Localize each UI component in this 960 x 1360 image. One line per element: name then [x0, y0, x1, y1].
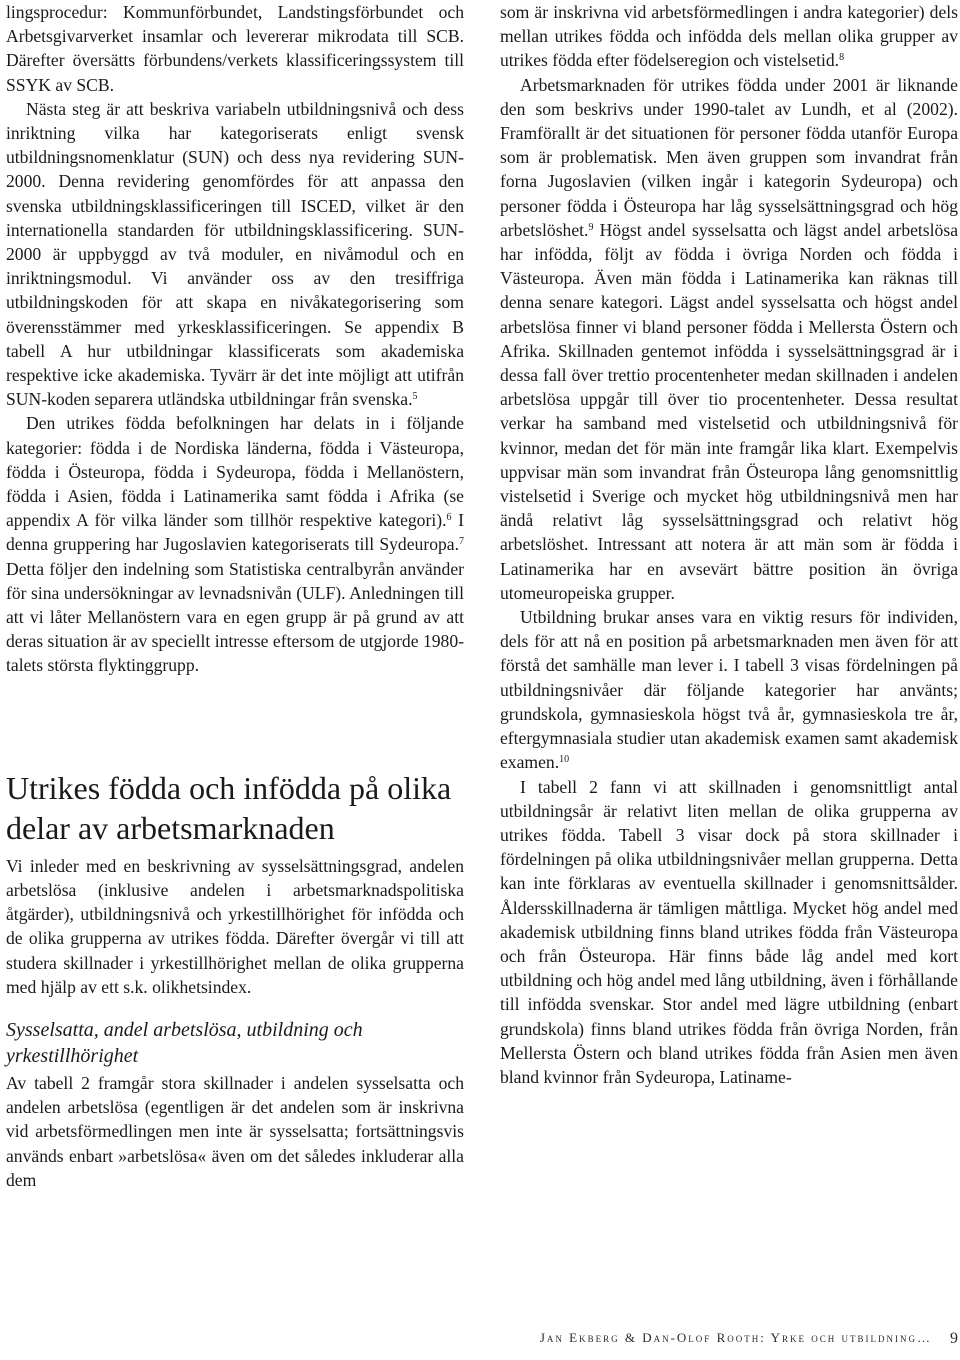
page-footer	[500, 1330, 958, 1348]
paragraph: Av tabell 2 framgår stora skillnader i andelen sysselsatta och andelen arbetslösa (egentligen är det andelen som är inskrivna vid arbetsförmedlingen men inte är sysselsatta; fortsättningsvis används enbart »arbetslösa« även om det således inkluderar alla dem	[6, 1072, 464, 1190]
paragraph-text: Den utrikes födda befolkningen har delats in i följande kategorier: födda i de Nordiska länderna, födda i Västeuropa, födda i Östeuropa, födda i Sydeuropa, födda i Mellanöstern, födda i Asien, födda i Latinamerika samt födda i Afrika (se appendix A för vilka länder som tillhör respektive kategori).	[6, 413, 464, 531]
left-column	[6, 0, 464, 1192]
footnote-marker[interactable]: 7	[459, 536, 464, 548]
paragraph-text: I denna gruppering har Jugoslavien kategoriserats till Sydeuropa.	[6, 510, 464, 555]
footnote-marker[interactable]: 10	[559, 754, 570, 766]
paragraph-text: Nästa steg är att beskriva variabeln utbildningsnivå och dess inriktning vilka har kategoriserats enligt svensk utbildningsnomenklatur (SUN) och dess nya revidering SUN-2000. Denna revidering genomfördes för att anpassa den svenska utbildningsklassificeringen till ISCED, vilket är den internationella standarden för utbildningsklassificering. SUN-2000 är uppbyggd av två moduler, en nivåmodul och en inriktningsmodul. Vi använder oss av den tresiffriga utbildningskoden för att skapa en nivåkategorisering som överensstämmer med yrkesklassificeringen. Se appendix B tabell A hur utbildningar klassificerats som akademiska respektive icke akademiska. Tyvärr är det inte möjligt att utifrån SUN-koden separera utländska utbildningar från svenska.	[6, 98, 464, 410]
paragraph	[500, 73, 958, 605]
paragraph-text: Arbetsmarknaden för utrikes födda under 2001 är liknande den som beskrivs under 1990-talet av Lundh, et al (2002). Framförallt är det situationen för personer födda utanför Europa som är problematisk. Men även gruppen som invandrat från forna Jugoslavien (vilken ingår i kategorin Sydeuropa) och personer födda i Östeuropa har låg sysselsättningsgrad och hög arbetslöshet.	[500, 74, 958, 240]
page-number: 9	[950, 1330, 958, 1347]
right-column	[500, 0, 958, 1089]
paragraph-text: som är inskrivna vid arbetsförmedlingen i andra kategorier) dels mellan utrikes födda och infödda dels mellan olika grupper av utrikes födda efter födelseregion och vistelsetid.	[500, 2, 958, 71]
footnote-marker[interactable]: 6	[446, 512, 452, 524]
paragraph	[500, 0, 958, 73]
section-heading: Utrikes födda och infödda på olika delar av arbetsmarknaden	[6, 769, 452, 846]
paragraph	[500, 605, 958, 774]
paragraph: I tabell 2 fann vi att skillnaden i genomsnittligt antal utbildningsår är relativt liten mellan de olika grupperna av utrikes födda. Tabell 3 visar dock på stora skillnader i fördelningen på olika utbildningsnivåer mellan grupperna. Detta kan inte förklaras av eventuella skillnader i genomsnittsålder. Åldersskillnaderna är tämligen måttliga. Mycket hög andel med akademisk utbildning finns bland utrikes födda från Västeuropa och från Östeuropa. Här finns både låg andel med kort utbildning och hög andel med lång utbildning, även i förhållande till infödda svenskar. Stor andel med lägre utbildning (enbart grundskola) finns bland utrikes födda från övriga Norden, från Mellersta Östern och bland utrikes födda från Asien men även bland kvinnor från Sydeuropa, Latiname-	[500, 776, 958, 1087]
paragraph	[6, 97, 464, 412]
paragraph: lingsprocedur: Kommunförbundet, Landstingsförbundet och Arbetsgivarverket insamlar och levererar mikrodata till SCB. Därefter översätts förbundens/verkets klassificeringssystem till SSYK av SCB.	[6, 2, 464, 95]
footnote-marker[interactable]: 5	[412, 391, 418, 403]
paragraph-text: Utbildning brukar anses vara en viktig resurs för individen, dels för att nå en position på arbetsmarknaden men även för att förstå det samhälle man lever i. I tabell 3 visas fördelningen på utbildningsnivåer där följande kategorier har använts; grundskola, gymnasieskola högst två år, gymnasieskola tre år, eftergymnasiala studier utan akademisk examen samt akademisk examen.	[500, 607, 958, 773]
paragraph-text: Detta följer den indelning som Statistiska centralbyrån använder för sina undersökningar av levnadsnivån (ULF). Anledningen till att vi låter Mellanöstern vara en egen grupp är på grund av att deras situation är av speciellt intresse eftersom de utgjorde 1980-talets största flyktinggrupp.	[6, 558, 464, 676]
paragraph: Vi inleder med en beskrivning av sysselsättningsgrad, andelen arbetslösa (inklusive andelen i arbetsmarknadspolitiska åtgärder), utbildningsnivå och yrkestillhörighet för infödda och de olika grupperna av utrikes födda. Därefter övergår vi till att studera skillnader i yrkestillhörighet mellan de olika grupperna med hjälp av ett s.k. olikhetsindex.	[6, 855, 464, 997]
footnote-marker[interactable]: 9	[588, 221, 594, 233]
running-title: Jan Ekberg & Dan-Olof Rooth: Yrke och utbildning…	[539, 1330, 932, 1345]
paragraph-text: Högst andel sysselsatta och lägst andel arbetslösa har infödda, följt av födda i övriga Norden och födda i Västeuropa. Även män födda i Latinamerika kan räknas till denna senare kategori. Lägst andel sysselsatta och högst andel arbetslösa finner vi bland personer födda i Mellersta Östern och Afrika. Skillnaden gentemot infödda i sysselsättningsgrad är i dessa fall över trettio procentenheter medan skillnaden i andelen arbetslösa uppgår till över tio procentenheter. Dessa resultat verkar ha samband med vistelsetid och utbildningsnivå för kvinnor, medan det för män inte framgår lika klart. Exempelvis uppvisar män som invandrat från Östeuropa lång genomsnittlig vistelsetid i Sverige och mycket hög utbildningsnivå men har ändå relativt låg sysselsättningsgrad och relativt hög arbetslöshet. Intressant att notera är att män som är födda i Latinamerika har en avsevärt bättre position än övriga utomeuropeiska grupper.	[500, 219, 958, 603]
paragraph	[6, 411, 464, 677]
footnote-marker[interactable]: 8	[839, 52, 845, 64]
subsection-heading: Sysselsatta, andel arbetslösa, utbildning och yrkestillhörighet	[6, 1018, 363, 1067]
